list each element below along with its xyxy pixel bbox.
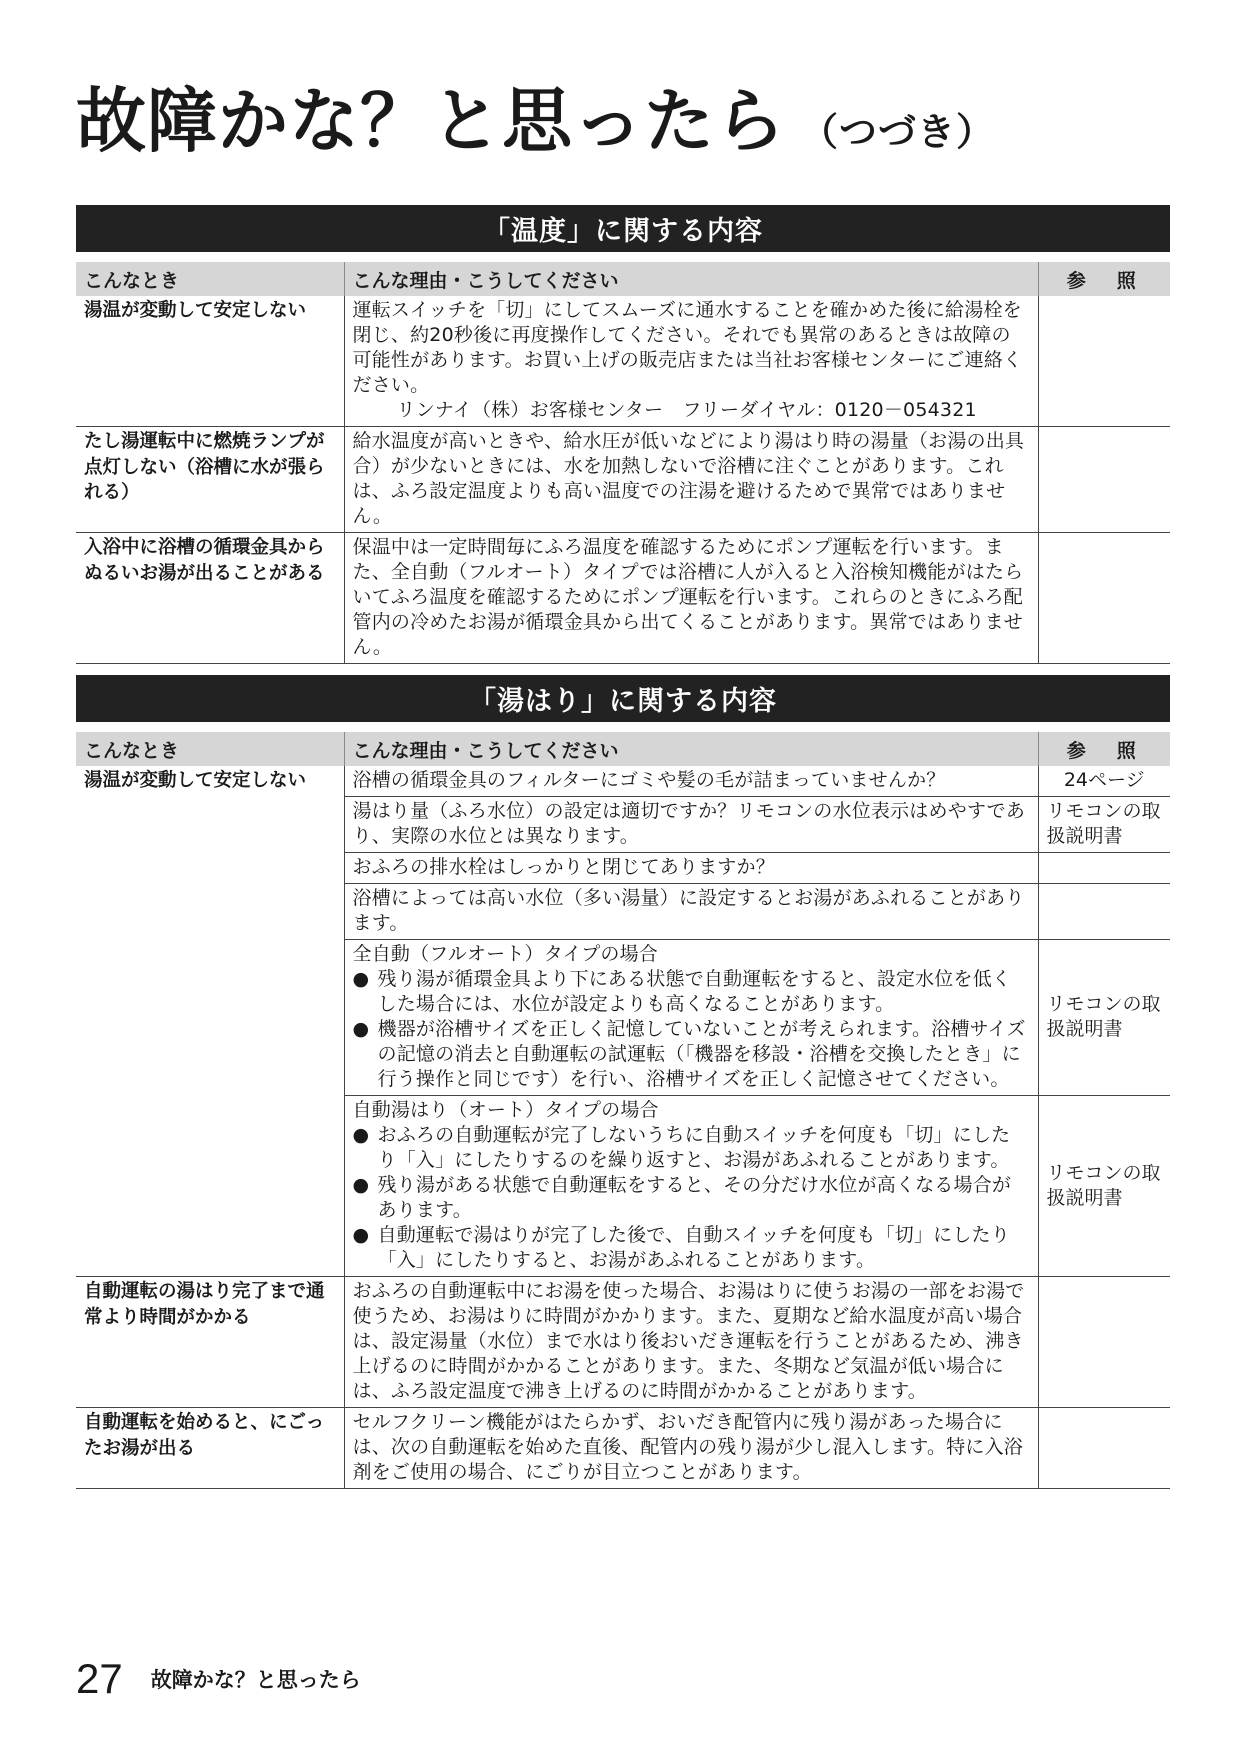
bullet-item: [353, 1223, 1030, 1273]
footer-label: 故障かな？と思ったら: [150, 1668, 361, 1692]
bullet-text: 残り湯が循環金具より下にある状態で自動運転をすると、設定水位を低くした場合には、水位が設定よりも高くなることがあります。: [377, 968, 1012, 1015]
when-cell: たし湯運転中に燃焼ランプが点灯しない（浴槽に水が張られる）: [76, 427, 344, 533]
reason-cell: 湯はり量（ふろ水位）の設定は適切ですか？リモコンの水位表示はめやすであり、実際の水位とは異なります。: [344, 797, 1038, 853]
reason-cell: 浴槽の循環金具のフィルターにゴミや髪の毛が詰まっていませんか？: [344, 766, 1038, 797]
ref-cell: リモコンの取扱説明書: [1038, 797, 1170, 853]
reason-cell: セルフクリーン機能がはたらかず、おいだき配管内に残り湯があった場合には、次の自動運転を始めた直後、配管内の残り湯が少し混入します。特に入浴剤をご使用の場合、にごりが目立つことがあります。: [344, 1408, 1038, 1489]
section-filling: [76, 675, 1170, 1489]
bullet-icon: ●: [352, 1224, 370, 1246]
table-row: [76, 296, 1170, 427]
table-header-row: [76, 262, 1170, 296]
bullet-icon: ●: [352, 1018, 370, 1040]
bullet-item: [353, 1017, 1030, 1092]
bullet-text: 残り湯がある状態で自動運転をすると、その分だけ水位が高くなる場合があります。: [377, 1174, 1012, 1221]
page-title: [76, 80, 996, 162]
when-cell: 入浴中に浴槽の循環金具からぬるいお湯が出ることがある: [76, 533, 344, 664]
filling-table: [76, 732, 1170, 1489]
header-ref: 参 照: [1038, 262, 1170, 296]
ref-cell: [1038, 533, 1170, 664]
page-number: 27: [76, 1655, 123, 1702]
header-when: こんなとき: [76, 262, 344, 296]
reason-cell: [344, 296, 1038, 427]
header-reason: こんな理由・こうしてください: [344, 262, 1038, 296]
table-row: [76, 766, 1170, 797]
ref-cell: [1038, 296, 1170, 427]
when-cell: 自動運転を始めると、にごったお湯が出る: [76, 1408, 344, 1489]
reason-cell: [344, 940, 1038, 1096]
reason-cell: 浴槽によっては高い水位（多い湯量）に設定するとお湯があふれることがあります。: [344, 884, 1038, 940]
page-footer: [76, 1655, 361, 1703]
reason-text: 運転スイッチを「切」にしてスムーズに通水することを確かめた後に給湯栓を閉じ、約20秒後に再度操作してください。それでも異常のあるときは故障の可能性があります。お買い上げの販売店または当社お客様センターにご連絡ください。: [352, 299, 1023, 396]
bullet-text: 機器が浴槽サイズを正しく記憶していないことが考えられます。浴槽サイズの記憶の消去と自動運転の試運転（「機器を移設・浴槽を交換したとき」に行う操作と同じです）を行い、浴槽サイズを正しく記憶させてください。: [377, 1018, 1026, 1090]
reason-cell: [344, 1096, 1038, 1277]
ref-cell: [1038, 853, 1170, 884]
bullet-text: おふろの自動運転が完了しないうちに自動スイッチを何度も「切」にしたり「入」にしたりするのを繰り返すと、お湯があふれることがあります。: [377, 1124, 1011, 1171]
reason-cell: おふろの自動運転中にお湯を使った場合、お湯はりに使うお湯の一部をお湯で使うため、お湯はりに時間がかかります。また、夏期など給水温度が高い場合は、設定湯量（水位）まで水はり後おいだき運転を行うことがあるため、沸き上げるのに時間がかかることがあります。また、冬期など気温が低い場合には、ふろ設定温度で沸き上げるのに時間がかかることがあります。: [344, 1277, 1038, 1408]
reason-intro: 全自動（フルオート）タイプの場合: [352, 943, 658, 965]
bullet-item: [353, 967, 1030, 1017]
bullet-icon: ●: [352, 1124, 370, 1146]
header-ref: 参 照: [1038, 732, 1170, 766]
ref-cell: [1038, 427, 1170, 533]
table-row: [76, 1408, 1170, 1489]
bullet-item: [353, 1123, 1030, 1173]
ref-cell: [1038, 1277, 1170, 1408]
temperature-table: [76, 262, 1170, 664]
bullet-icon: ●: [352, 968, 370, 990]
header-reason: こんな理由・こうしてください: [344, 732, 1038, 766]
reason-cell: 保温中は一定時間毎にふろ温度を確認するためにポンプ運転を行います。また、全自動（フルオート）タイプでは浴槽に人が入ると入浴検知機能がはたらいてふろ温度を確認するためにポンプ運転を行います。これらのときにふろ配管内の冷めたお湯が循環金具から出てくることがあります。異常ではありません。: [344, 533, 1038, 664]
section-title-filling: 「湯はり」に関する内容: [76, 675, 1170, 722]
when-cell: 自動運転の湯はり完了まで通常より時間がかかる: [76, 1277, 344, 1408]
ref-cell: リモコンの取扱説明書: [1038, 940, 1170, 1096]
section-temperature: [76, 205, 1170, 664]
reason-cell: 給水温度が高いときや、給水圧が低いなどにより湯はり時の湯量（お湯の出具合）が少ないときには、水を加熱しないで浴槽に注ぐことがあります。これは、ふろ設定温度よりも高い温度での注湯を避けるためで異常ではありません。: [344, 427, 1038, 533]
reason-intro: 自動湯はり（オート）タイプの場合: [352, 1099, 659, 1121]
bullet-text: 自動運転で湯はりが完了した後で、自動スイッチを何度も「切」にしたり「入」にしたりすると、お湯があふれることがあります。: [377, 1224, 1010, 1271]
table-row: [76, 427, 1170, 533]
ref-cell: [1038, 884, 1170, 940]
page-title-main: 故障かな？と思ったら: [76, 80, 786, 162]
header-when: こんなとき: [76, 732, 344, 766]
when-cell: 湯温が変動して安定しない: [76, 296, 344, 427]
page-title-sub: （つづき）: [800, 110, 996, 154]
section-title-temperature: 「温度」に関する内容: [76, 205, 1170, 252]
contact-text: リンナイ（株）お客様センター フリーダイヤル：0120－054321: [396, 399, 977, 421]
table-header-row: [76, 732, 1170, 766]
reason-cell: おふろの排水栓はしっかりと閉じてありますか？: [344, 853, 1038, 884]
ref-cell: リモコンの取扱説明書: [1038, 1096, 1170, 1277]
table-row: [76, 1277, 1170, 1408]
when-cell: 湯温が変動して安定しない: [76, 766, 344, 1277]
ref-cell: 24ページ: [1038, 766, 1170, 797]
ref-cell: [1038, 1408, 1170, 1489]
bullet-icon: ●: [352, 1174, 370, 1196]
table-row: [76, 533, 1170, 664]
bullet-item: [353, 1173, 1030, 1223]
